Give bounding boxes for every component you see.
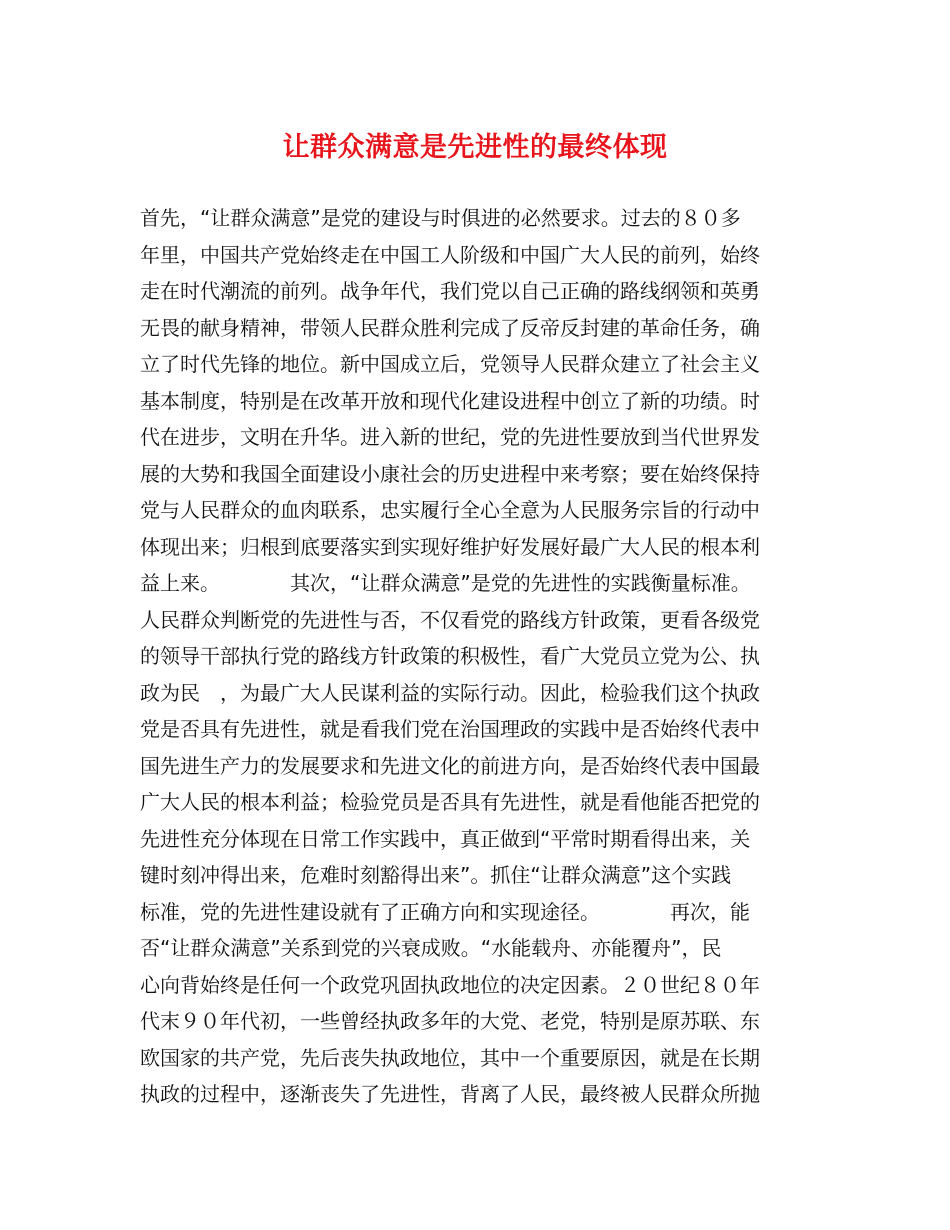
body-line: 人民群众判断党的先进性与否，不仅看党的路线方针政策，更看各级党 — [140, 607, 760, 632]
body-line: 年里，中国共产党始终走在中国工人阶级和中国广大人民的前列，始终 — [140, 242, 760, 267]
body-line: 体现出来；归根到底要落实到实现好维护好发展好最广大人民的根本利 — [140, 534, 760, 559]
body-line: 立了时代先锋的地位。新中国成立后，党领导人民群众建立了社会主义 — [140, 352, 760, 376]
body-line: 党是否具有先进性，就是看我们党在治国理政的实践中是否始终代表中 — [140, 717, 760, 741]
body-line: 的领导干部执行党的路线方针政策的积极性，看广大党员立党为公、执 — [140, 644, 760, 668]
body-line: 执政的过程中，逐渐丧失了先进性，背离了人民，最终被人民群众所抛 — [140, 1082, 760, 1106]
body-line: 政为民 ，为最广大人民谋利益的实际行动。因此，检验我们这个执政 — [140, 680, 760, 705]
document-body — [140, 200, 830, 1113]
body-line: 标准，党的先进性建设就有了正确方向和实现途径。 再次，能 — [140, 899, 750, 924]
body-line: 展的大势和我国全面建设小康社会的历史进程中来考察；要在始终保持 — [140, 461, 760, 486]
body-line: 代末９０年代初，一些曾经执政多年的大党、老党，特别是原苏联、东 — [140, 1009, 760, 1033]
body-line: 否“让群众满意”关系到党的兴衰成败。“水能载舟、亦能覆舟”，民 — [140, 936, 722, 960]
body-line: 无畏的献身精神，带领人民群众胜利完成了反帝反封建的革命任务，确 — [140, 315, 760, 340]
body-line: 国先进生产力的发展要求和先进文化的前进方向，是否始终代表中国最 — [140, 753, 760, 778]
body-line: 首先，“让群众满意”是党的建设与时俱进的必然要求。过去的８０多 — [140, 206, 741, 230]
body-line: 代在进步，文明在升华。进入新的世纪，党的先进性要放到当代世界发 — [140, 425, 760, 449]
body-line: 益上来。 其次，“让群众满意”是党的先进性的实践衡量标准。 — [140, 571, 751, 595]
body-line: 先进性充分体现在日常工作实践中，真正做到“平常时期看得出来，关 — [140, 826, 751, 851]
body-line: 党与人民群众的血肉联系，忠实履行全心全意为人民服务宗旨的行动中 — [140, 498, 760, 522]
body-line: 欧国家的共产党，先后丧失执政地位，其中一个重要原因，就是在长期 — [140, 1045, 760, 1070]
body-line: 广大人民的根本利益；检验党员是否具有先进性，就是看他能否把党的 — [140, 790, 760, 814]
body-line: 键时刻冲得出来，危难时刻豁得出来”。抓住“让群众满意”这个实践 — [140, 863, 732, 887]
document-title: 让群众满意是先进性的最终体现 — [282, 132, 668, 163]
body-line: 基本制度，特别是在改革开放和现代化建设进程中创立了新的功绩。时 — [140, 388, 760, 413]
body-line: 心向背始终是任何一个政党巩固执政地位的决定因素。２０世纪８０年 — [140, 972, 760, 997]
body-line: 走在时代潮流的前列。战争年代，我们党以自己正确的路线纲领和英勇 — [140, 279, 760, 303]
